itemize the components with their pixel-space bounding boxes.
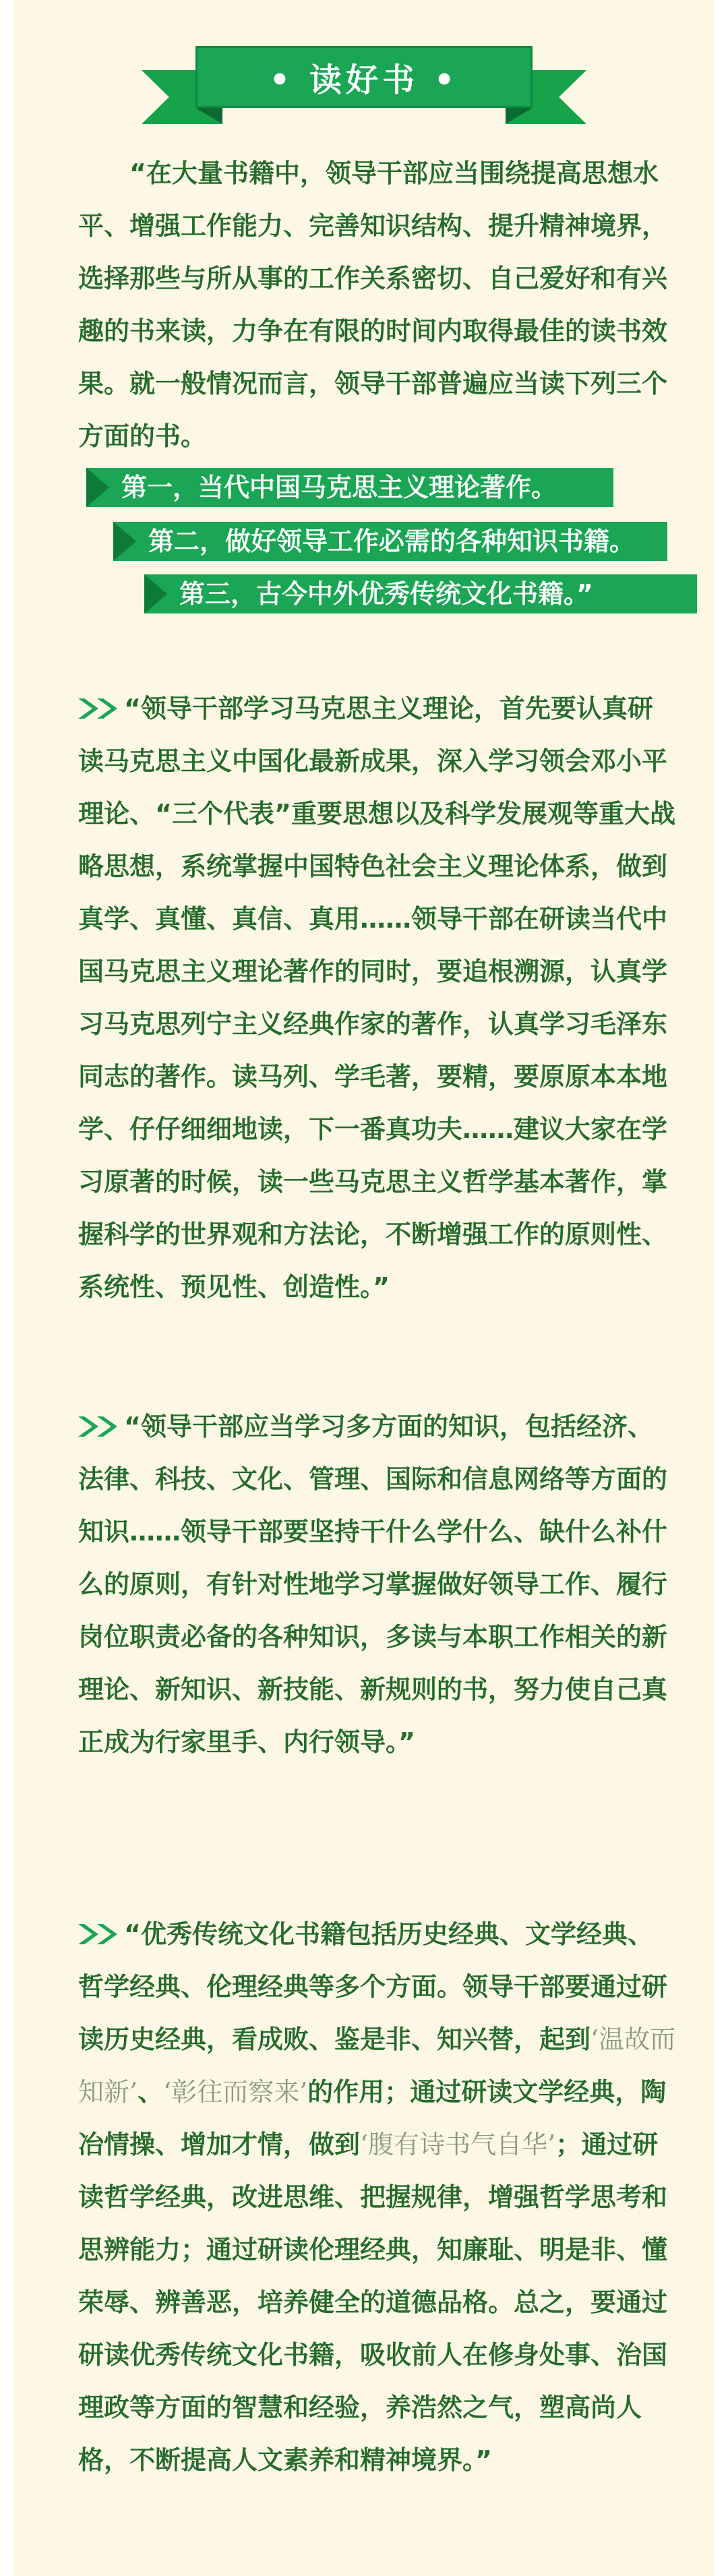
highlight-bar-3: [144, 574, 697, 613]
highlight-bar-text: 第一，当代中国马克思主义理论著作。: [121, 473, 557, 502]
intro-paragraph: “在大量书籍中，领导干部应当围绕提高思想水平、增强工作能力、完善知识结构、提升精神境界，选择那些与所从事的工作关系密切、自己爱好和有兴趣的书来读，力争在有限的时间内取得最佳的读书效果。就一般情况而言，领导干部普遍应当读下列三个方面的书。: [78, 158, 668, 451]
section-text: 的作用；通过研读文学经典，陶冶情操、增加才情，做到: [78, 2077, 667, 2159]
section-text: “领导干部学习马克思主义理论，首先要认真研读马克思主义中国化最新成果，深入学习领会邓小平理论、“三个代表”重要思想以及科学发展观等重大战略思想，系统掌握中国特色社会主义理论体系，做到真学、真懂、真信、真用……领导干部在研读当代中国马克思主义理论著作的同时，要追根溯源，认真学习马克思列宁主义经典作家的著作，认真学习毛泽东同志的著作。读马列、学毛著，要精，要原原本本地学、仔仔细细地读，下一番真功夫……建议大家在学习原著的时候，读一些马克思主义哲学基本著作，掌握科学的世界观和方法论，不断增强工作的原则性、系统性、预见性、创造性。”: [78, 694, 675, 1302]
highlight-bar-1: [86, 468, 613, 507]
highlight-bar-text: 第二，做好领导工作必需的各种知识书籍。: [148, 527, 636, 556]
article-page: [13, 0, 715, 2576]
ribbon-banner: [195, 46, 533, 108]
section-text: 、: [138, 2077, 164, 2107]
classic-quote: ‘彰往而察来’: [163, 2077, 308, 2107]
section-text: “领导干部应当学习多方面的知识，包括经济、法律、科技、文化、管理、国际和信息网络等方面的知识……领导干部要坚持干什么学什么、缺什么补什么的原则，有针对性地学习掌握做好领导工作、履行岗位职责必备的各种知识，多读与本职工作相关的新理论、新知识、新技能、新规则的书，努力使自己真正成为行家里手、内行领导。”: [78, 1412, 668, 1757]
title-ribbon: [142, 46, 586, 127]
highlight-bar-text: 第三，古今中外优秀传统文化书籍。”: [179, 579, 593, 609]
section-text: ；通过研读哲学经典，改进思维、把握规律，增强哲学思考和思辨能力；通过研读伦理经典，知廉耻、明是非、懂荣辱、辨善恶，培养健全的道德品格。总之，要通过研读优秀传统文化书籍，吸收前人在修身处事、治国理政等方面的智慧和经验，养浩然之气，塑高尚人格，不断提高人文素养和精神境界。”: [78, 2130, 668, 2475]
classic-quote: ‘腹有诗书气自华’: [360, 2130, 556, 2159]
bar-arrow-icon: [144, 574, 167, 613]
highlight-bar-2: [113, 522, 667, 561]
double-chevron-icon: [78, 698, 119, 719]
quote-section-2: [78, 1400, 678, 1768]
classic-quote: ‘温故而知新’: [78, 2025, 676, 2107]
bar-arrow-icon: [86, 468, 109, 507]
quote-section-3: [78, 1908, 678, 2486]
quote-section-1: [78, 682, 678, 1313]
double-chevron-icon: [78, 1416, 119, 1437]
double-chevron-icon: [78, 1924, 119, 1944]
section-text: “优秀传统文化书籍包括历史经典、文学经典、哲学经典、伦理经典等多个方面。领导干部要通过研读历史经典，看成败、鉴是非、知兴替，起到: [78, 1919, 668, 2054]
page-title: • 读好书 •: [269, 61, 459, 99]
bar-arrow-icon: [113, 522, 136, 561]
